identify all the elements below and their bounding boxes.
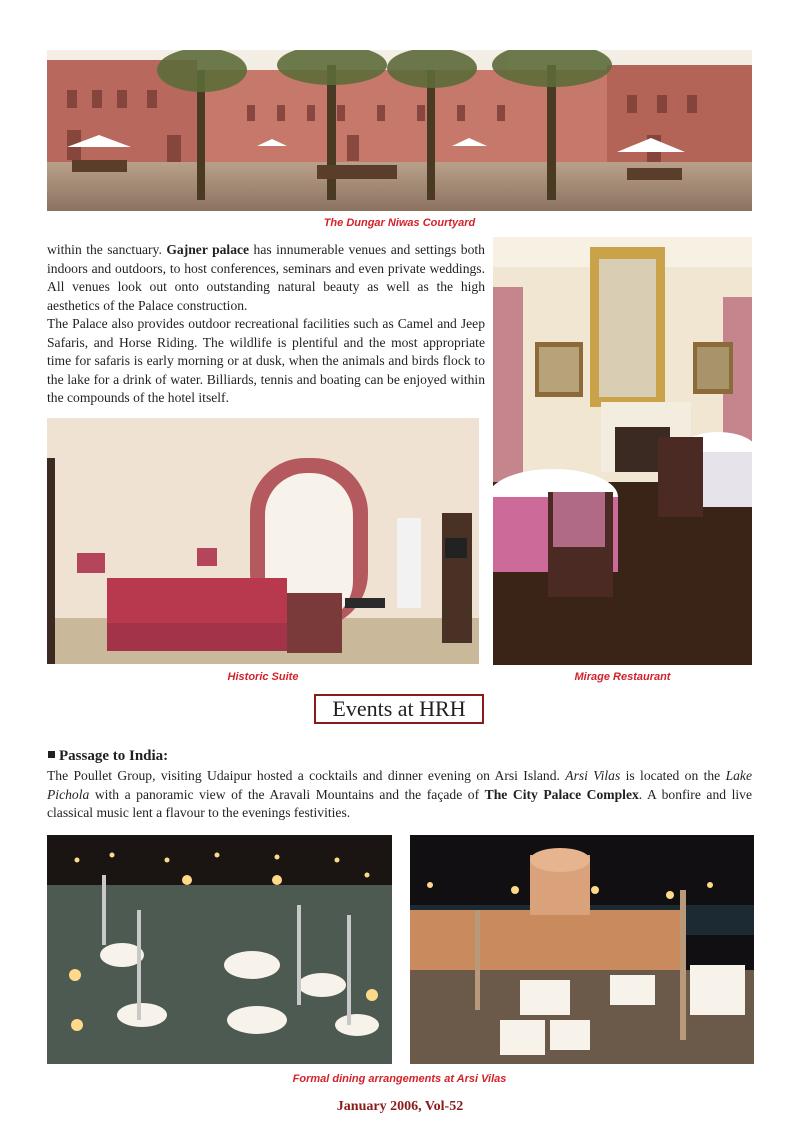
courtyard-photo: [47, 50, 752, 211]
restaurant-caption: Mirage Restaurant: [574, 671, 671, 683]
arsi-left-photo: [47, 835, 392, 1064]
suite-caption: Historic Suite: [227, 671, 299, 683]
arsi-right-photo: [410, 835, 754, 1064]
section-body: The Poullet Group, visiting Udaipur hosted a cocktails and dinner evening on Arsi Island. Arsi Vilas is located on the Lake Pichola with a panoramic view of the Aravali Mountains and the façade of The City Palace Complex. A bonfire and live classical music lent a flavour to the evenings festivities.: [47, 768, 753, 820]
suite-photo: [47, 418, 479, 664]
bullet-icon: [48, 751, 55, 758]
courtyard-caption: The Dungar Niwas Courtyard: [323, 217, 476, 229]
intro-text: [47, 241, 485, 408]
restaurant-photo: [493, 237, 752, 665]
events-heading: Events at HRH: [314, 694, 484, 724]
intro-paragraph-2: The Palace also provides outdoor recreational facilities such as Camel and Jeep Safaris, and Horse Riding. The wildlife is plentiful and the most appropriate time for safaris is early morning or at dusk, when the animals and birds flock to the lake for a drink of water. Billiards, tennis and boating can be enjoyed within the compounds of the hotel itself.: [47, 316, 485, 405]
intro-paragraph-1: within the sanctuary. Gajner palace has innumerable venues and settings both indoors and outdoors, to host conferences, seminars and even private weddings. All venues look out onto outstanding natural beauty as well as the high aesthetics of the Palace construction.: [47, 242, 485, 313]
section-title: Passage to India:: [48, 748, 168, 765]
arsi-caption: Formal dining arrangements at Arsi Vilas: [292, 1073, 507, 1085]
page-footer: January 2006, Vol-52: [336, 1099, 464, 1114]
